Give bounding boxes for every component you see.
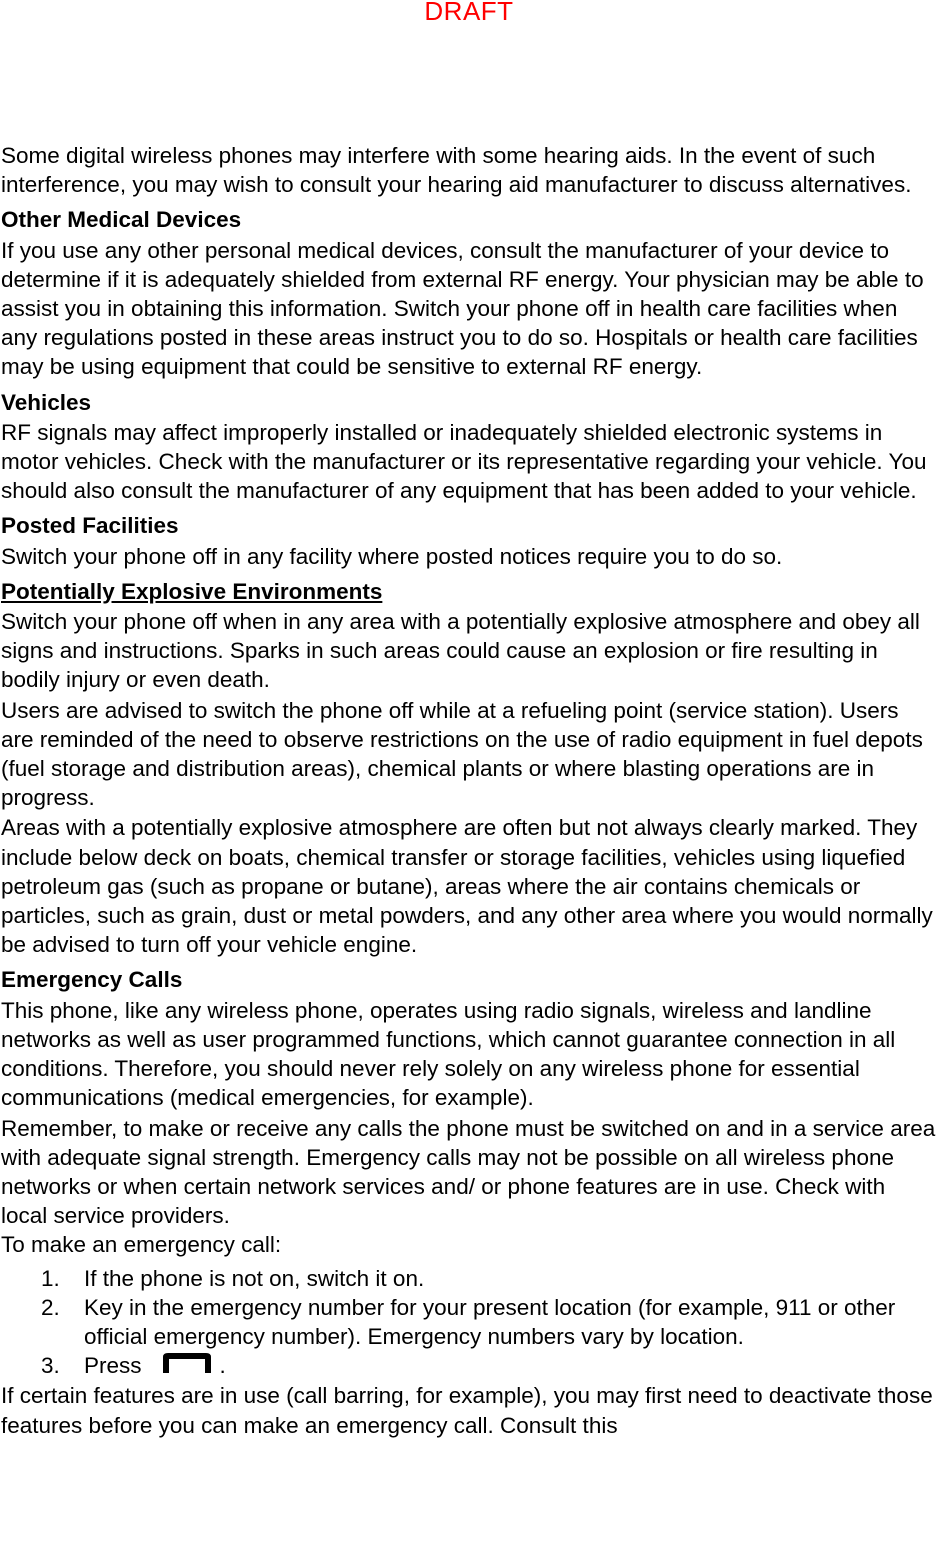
step-text: Press	[84, 1353, 142, 1379]
medical-devices-paragraph: If you use any other personal medical devices, consult the manufacturer of your device to determine if it is adequately shielded from external RF energy. Your physician may be able to assist you in obtaining this information. Switch your phone off in health care facilities when any regulations posted in these areas instruct you to do so. Hospitals or health care facilities may be using equipment that could be sensitive to external RF energy.	[1, 237, 924, 380]
send-key-icon	[154, 1351, 220, 1377]
list-item	[1, 1293, 937, 1351]
document-body	[1, 141, 937, 1440]
list-item	[1, 1264, 937, 1293]
draft-watermark: DRAFT	[424, 0, 514, 26]
emergency-steps-list	[1, 1264, 937, 1381]
emergency-paragraph-1: This phone, like any wireless phone, operates using radio signals, wireless and landline networks as well as user programmed functions, which cannot guarantee connection in all conditions. Therefore, you should never rely solely on any wireless phone for essential communications (medical emergencies, for example).	[1, 997, 896, 1111]
heading-vehicles: Vehicles	[1, 389, 92, 415]
emergency-closing-paragraph: If certain features are in use (call barring, for example), you may first need to deactivate those features before you can make an emergency call. Consult this	[1, 1383, 933, 1438]
emergency-paragraph-3: To make an emergency call:	[1, 1232, 282, 1258]
heading-emergency-calls: Emergency Calls	[1, 967, 183, 993]
step-text: If the phone is not on, switch it on.	[84, 1265, 425, 1291]
explosive-paragraph-1: Switch your phone off when in any area with a potentially explosive atmosphere and obey all signs and instructions. Sparks in such areas could cause an explosion or fire resulting in bodily injury or even death.	[1, 609, 920, 693]
step-number: 3.	[41, 1353, 60, 1379]
explosive-paragraph-2: Users are advised to switch the phone off while at a refueling point (service station). Users are reminded of the need to observe restrictions on the use of radio equipment in fuel depots (fuel storage and distribution areas), chemical plants or where blasting operations are in progress.	[1, 697, 923, 811]
posted-facilities-paragraph: Switch your phone off in any facility where posted notices require you to do so.	[1, 543, 783, 569]
list-item	[1, 1351, 937, 1380]
explosive-paragraph-3: Areas with a potentially explosive atmosphere are often but not always clearly marked. They include below deck on boats, chemical transfer or storage facilities, vehicles using liquefied petroleum gas (such as propane or butane), areas where the air contains chemicals or particles, such as grain, dust or metal powders, and any other area where you would normally be advised to turn off your vehicle engine.	[1, 815, 933, 958]
heading-other-medical-devices: Other Medical Devices	[1, 207, 242, 233]
step-text: Key in the emergency number for your present location (for example, 911 or other official emergency number). Emergency numbers vary by location.	[84, 1294, 896, 1349]
heading-potentially-explosive-environments: Potentially Explosive Environments	[1, 578, 383, 604]
step-number: 1.	[41, 1265, 60, 1291]
heading-posted-facilities: Posted Facilities	[1, 513, 179, 539]
vehicles-paragraph: RF signals may affect improperly installed or inadequately shielded electronic systems in motor vehicles. Check with the manufacturer or its representative regarding your vehicle. You should also consult the manufacturer of any equipment that has been added to your vehicle.	[1, 419, 927, 504]
step-number: 2.	[41, 1294, 60, 1320]
step-end-period: .	[219, 1353, 226, 1379]
intro-paragraph: Some digital wireless phones may interfere with some hearing aids. In the event of such interference, you may wish to consult your hearing aid manufacturer to discuss alternatives.	[1, 143, 912, 198]
emergency-paragraph-2: Remember, to make or receive any calls the phone must be switched on and in a service area with adequate signal strength. Emergency calls may not be possible on all wireless phone networks or when certain network services and/ or phone features are in use. Check with local service providers.	[1, 1115, 936, 1229]
